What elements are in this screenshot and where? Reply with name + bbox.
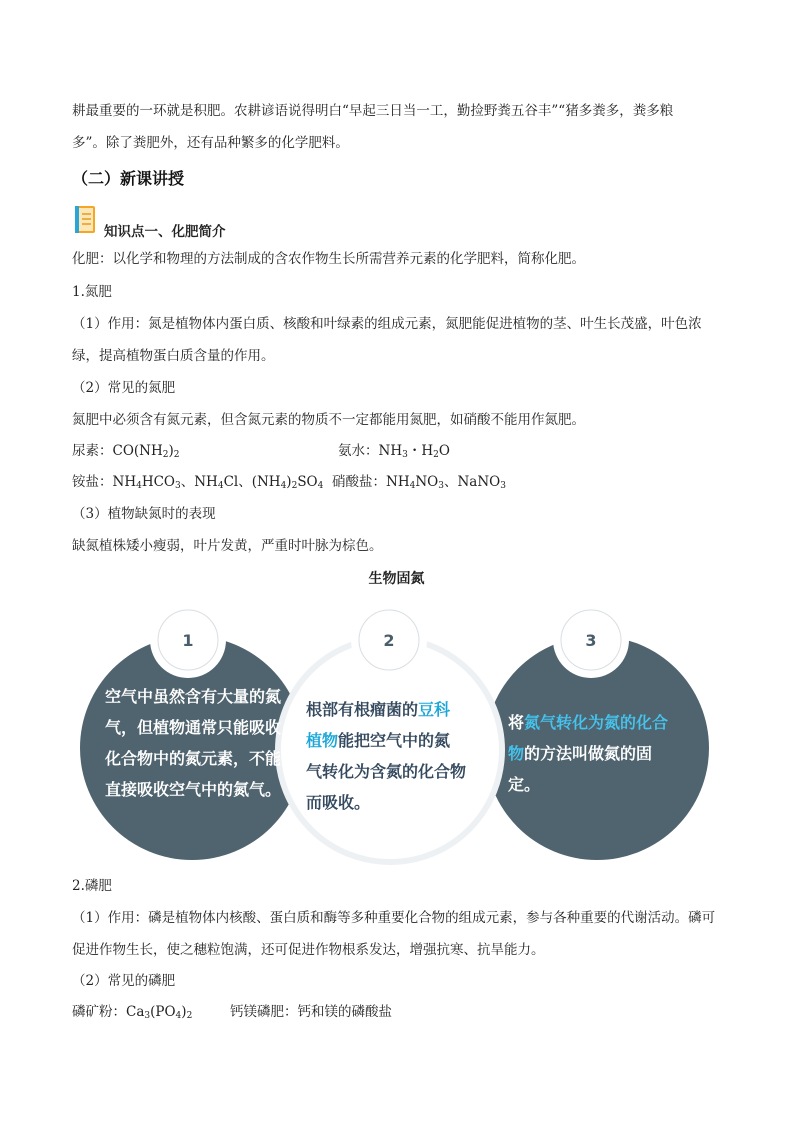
cmp-text: 钙和镁的磷酸盐 — [297, 1004, 392, 1020]
ammonia-item — [338, 441, 450, 465]
rock-phosphate-label: 磷矿粉： — [72, 1004, 126, 1020]
diagram-title: 生物固氮 — [368, 571, 425, 587]
circle-3-pre: 将 — [508, 713, 525, 732]
cmp-label: 钙镁磷肥： — [230, 1004, 298, 1020]
nitrate-item — [332, 472, 506, 496]
circle-2-pre: 根部有根瘤菌的 — [306, 700, 419, 719]
knowledge-point-title: 知识点一、化肥简介 — [104, 224, 226, 240]
circle-2-highlight: 豆科植物 — [306, 700, 451, 750]
urea-item — [72, 441, 180, 465]
nitrogen-note: 氮肥中必须含有氮元素，但含氮元素的物质不一定都能用氮肥，如硝酸不能用作氮肥。 — [72, 412, 585, 428]
urea-formula: $CO(NH_2)_2$ — [112, 443, 180, 460]
fertilizer-definition: 化肥：以化学和物理的方法制成的含农作物生长所需营养元素的化学肥料，简称化肥。 — [72, 251, 585, 267]
section-heading: （二）新课讲授 — [72, 169, 185, 188]
badge-3-number: 3 — [585, 631, 597, 650]
badge-2-number: 2 — [383, 631, 395, 650]
nitrogen-heading: 1.氮肥 — [72, 284, 112, 300]
circle-3-text — [508, 707, 674, 800]
urea-label: 尿素： — [72, 443, 113, 459]
ammonia-formula: $NH_3$・$H_2O$ — [378, 443, 450, 460]
nitrate-label: 硝酸盐： — [332, 474, 386, 490]
nitrogen-function: （1）作用：氮是植物体内蛋白质、核酸和叶绿素的组成元素，氮肥能促进植物的茎、叶生长茂盛，叶色浓绿，提高植物蛋白质含量的作用。 — [72, 316, 702, 364]
rock-phosphate-formula: $Ca_3(PO_4)_2$ — [126, 1004, 193, 1021]
ammonium-formulas: $NH_4HCO_3$、$NH_4Cl$、$(NH_4)_2SO_4$ — [112, 474, 324, 491]
calcium-magnesium-phosphate-item — [230, 1002, 392, 1022]
rock-phosphate-item — [72, 1002, 192, 1026]
phosphorus-heading: 2.磷肥 — [72, 878, 112, 894]
intro-line-2: 多”。除了粪肥外，还有品种繁多的化学肥料。 — [72, 135, 349, 151]
circle-2-post: 能把空气中的氮气转化为含氮的化合物而吸收。 — [306, 731, 467, 812]
phosphorus-common-heading: （2）常见的磷肥 — [72, 973, 176, 989]
ammonia-label: 氨水： — [338, 443, 379, 459]
book-icon — [74, 205, 98, 235]
intro-line-1: 耕最重要的一环就是积肥。农耕谚语说得明白“早起三日当一工，勤捡野粪五谷丰”“猪多粪多，粪多粮 — [72, 103, 674, 119]
ammonium-item — [72, 472, 323, 496]
nitrogen-common-heading: （2）常见的氮肥 — [72, 380, 176, 396]
circle-2-text — [306, 694, 466, 818]
circle-3-highlight: 氮气转化为氮的化合物 — [508, 713, 669, 763]
ammonium-label: 铵盐： — [72, 474, 113, 490]
badge-1-number: 1 — [182, 631, 194, 650]
nitrate-formulas: $NH_4NO_3$、NaNO$_3$ — [386, 474, 506, 491]
phosphorus-function: （1）作用：磷是植物体内核酸、蛋白质和酶等多种重要化合物的组成元素，参与各种重要的代谢活动。磷可促进作物生长，使之穗粒饱满，还可促进作物根系发达，增强抗寒、抗旱能力。 — [72, 910, 716, 958]
deficiency-heading: （3）植物缺氮时的表现 — [72, 506, 216, 522]
circle-3-post: 的方法叫做氮的固定。 — [508, 744, 653, 794]
deficiency-text: 缺氮植株矮小瘦弱，叶片发黄，严重时叶脉为棕色。 — [72, 538, 383, 554]
circle-1-text: 空气中虽然含有大量的氮气，但植物通常只能吸收化合物中的氮元素，不能直接吸收空气中的氮气。 — [105, 687, 282, 799]
